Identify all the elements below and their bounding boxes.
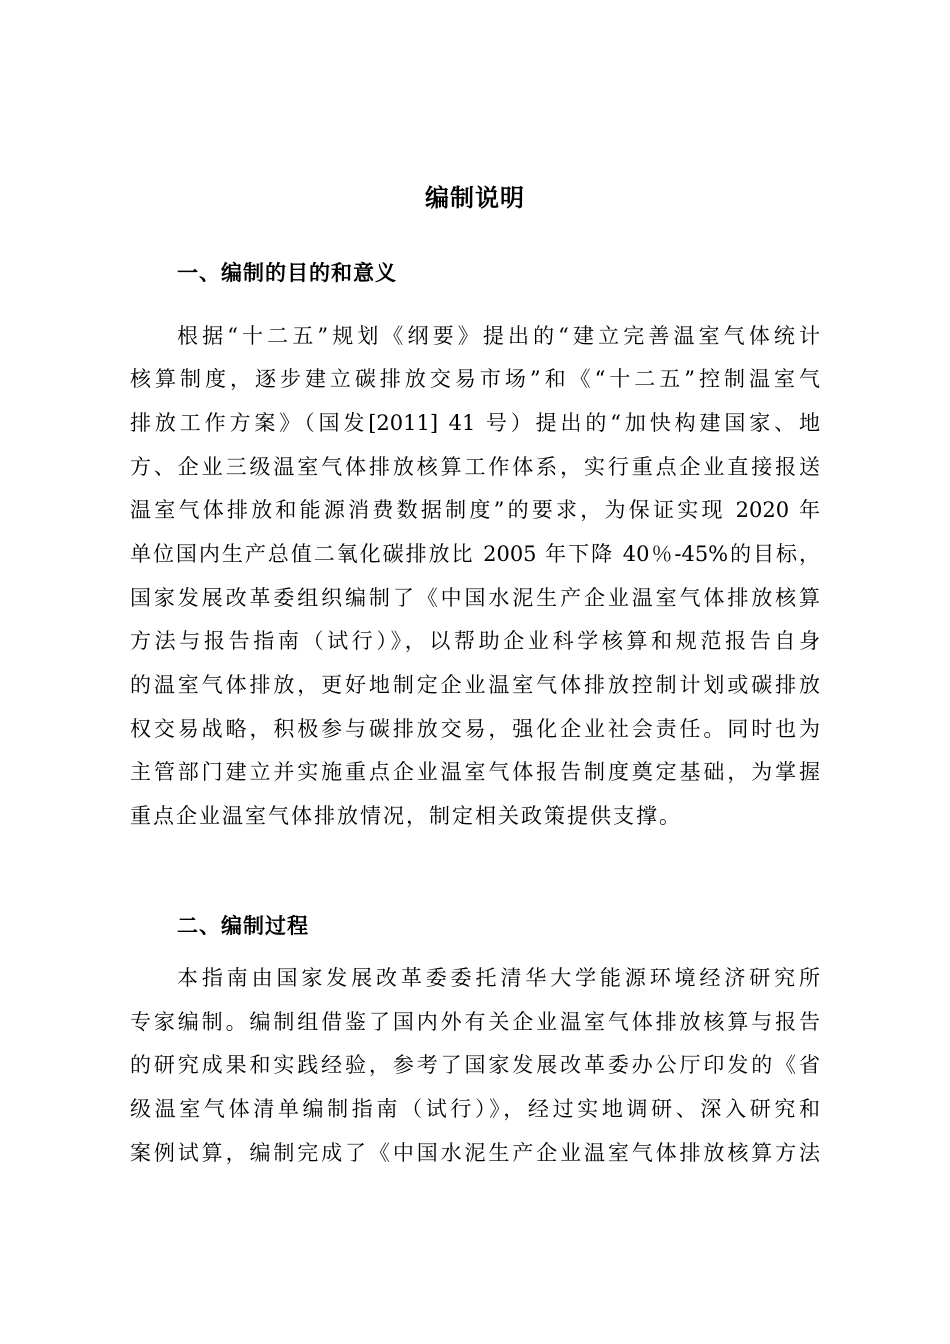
paragraph-line: 方法与报告指南（试行）》，以帮助企业科学核算和规范报告自身 [130, 629, 820, 653]
paragraph-line: 重点企业温室气体排放情况，制定相关政策提供支撑。 [130, 804, 682, 828]
paragraph-line: 本指南由国家发展改革委委托清华大学能源环境经济研究所 [177, 966, 820, 990]
paragraph-line: 案例试算，编制完成了《中国水泥生产企业温室气体排放核算方法 [130, 1141, 820, 1165]
paragraph-line: 排放工作方案》（国发[2011] 41 号）提出的“加快构建国家、地 [130, 411, 820, 435]
paragraph-line: 单位国内生产总值二氧化碳排放比 2005 年下降 40％-45%的目标， [130, 542, 820, 566]
section-heading-process: 二、编制过程 [177, 914, 309, 938]
paragraph-line: 根据“十二五”规划《纲要》提出的“建立完善温室气体统计 [177, 324, 820, 348]
section-heading-purpose: 一、编制的目的和意义 [177, 261, 397, 285]
page-title: 编制说明 [425, 184, 525, 212]
paragraph-line: 的温室气体排放，更好地制定企业温室气体排放控制计划或碳排放 [130, 673, 820, 697]
paragraph-line: 主管部门建立并实施重点企业温室气体报告制度奠定基础，为掌握 [130, 760, 820, 784]
paragraph-line: 权交易战略，积极参与碳排放交易，强化企业社会责任。同时也为 [130, 717, 820, 741]
paragraph-line: 国家发展改革委组织编制了《中国水泥生产企业温室气体排放核算 [130, 586, 820, 610]
paragraph-line: 方、企业三级温室气体排放核算工作体系，实行重点企业直接报送 [130, 455, 820, 479]
paragraph-line: 核算制度，逐步建立碳排放交易市场”和《“十二五”控制温室气 [130, 367, 820, 391]
paragraph-line: 的研究成果和实践经验，参考了国家发展改革委办公厅印发的《省 [130, 1053, 820, 1077]
paragraph-line: 温室气体排放和能源消费数据制度”的要求，为保证实现 2020 年 [130, 498, 820, 522]
paragraph-line: 级温室气体清单编制指南（试行）》，经过实地调研、深入研究和 [130, 1097, 820, 1121]
paragraph-line: 专家编制。编制组借鉴了国内外有关企业温室气体排放核算与报告 [130, 1010, 820, 1034]
